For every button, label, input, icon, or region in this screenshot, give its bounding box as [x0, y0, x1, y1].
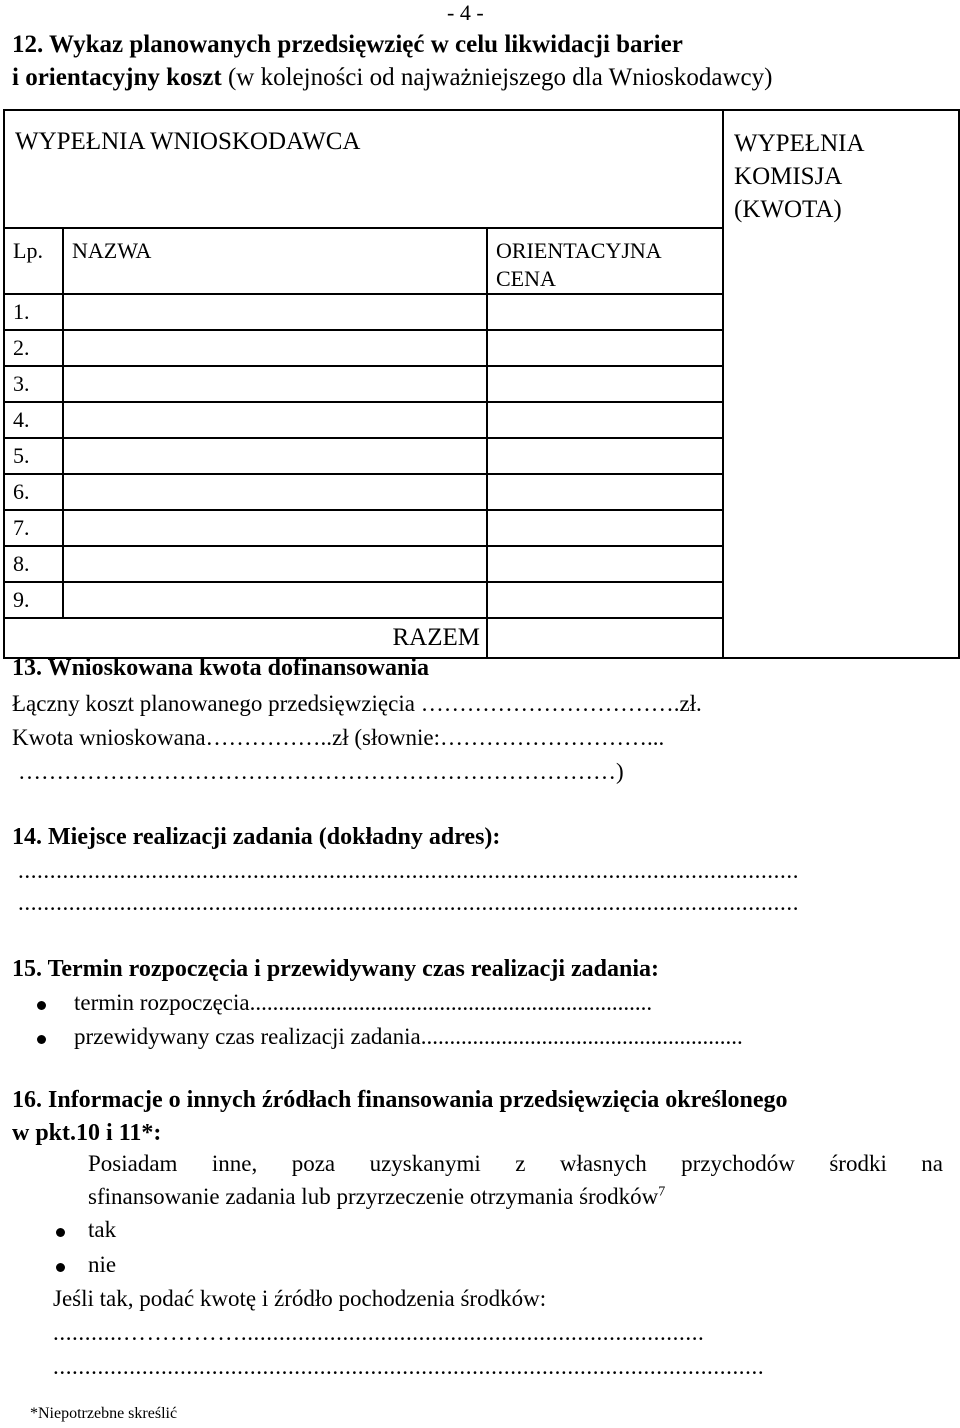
- row-number: 6.: [4, 474, 63, 510]
- section-12-title-line2: [12, 61, 772, 94]
- price-cell[interactable]: [487, 546, 723, 582]
- price-cell[interactable]: [487, 510, 723, 546]
- row-number: 9.: [4, 582, 63, 618]
- funding-statement-text: sfinansowanie zadania lub przyrzeczenie otrzymania środków: [88, 1184, 659, 1209]
- name-cell[interactable]: [63, 402, 487, 438]
- requested-amount-line[interactable]: Kwota wnioskowana……………..zł (słownie:………………………...: [12, 725, 665, 750]
- row-number: 3.: [4, 366, 63, 402]
- bullet-icon: [37, 1035, 46, 1044]
- section-15-title: 15. Termin rozpoczęcia i przewidywany czas realizacji zadania:: [12, 956, 660, 982]
- price-cell[interactable]: [487, 438, 723, 474]
- price-cell[interactable]: [487, 582, 723, 618]
- price-cell[interactable]: [487, 330, 723, 366]
- col-price-header-line1: ORIENTACYJNA: [496, 238, 662, 263]
- section-12-title: [12, 28, 772, 94]
- address-line-2[interactable]: ...........................................................................................................................: [18, 890, 800, 915]
- total-cost-line[interactable]: Łączny koszt planowanego przedsięwzięcia …………………………….zł.: [12, 691, 702, 716]
- page-number: - 4 -: [447, 0, 484, 25]
- commission-header-line3: (KWOTA): [734, 196, 842, 223]
- commission-header-line2: KOMISJA: [734, 163, 843, 190]
- section-12-title-line2-bold: i orientacyjny koszt: [12, 64, 222, 91]
- start-date-field[interactable]: termin rozpoczęcia......................................................................: [74, 990, 653, 1015]
- col-price-header: [487, 228, 723, 294]
- section-16-title: [12, 1084, 788, 1150]
- address-line-1[interactable]: ...........................................................................................................................: [18, 858, 800, 883]
- row-number: 8.: [4, 546, 63, 582]
- price-cell[interactable]: [487, 402, 723, 438]
- planned-projects-table: [3, 109, 960, 659]
- bullet-icon: [56, 1228, 65, 1237]
- price-cell[interactable]: [487, 474, 723, 510]
- commission-header-line1: WYPEŁNIA: [734, 130, 865, 157]
- funding-statement-line1: Posiadam inne, poza uzyskanymi z własnych przychodów środki na: [88, 1151, 943, 1176]
- funding-source-line-2[interactable]: ................................................................................................................: [53, 1354, 765, 1379]
- option-yes[interactable]: tak: [88, 1217, 117, 1242]
- total-price-cell[interactable]: [487, 618, 723, 658]
- price-cell[interactable]: [487, 366, 723, 402]
- row-number: 7.: [4, 510, 63, 546]
- section-14-title: 14. Miejsce realizacji zadania (dokładny adres):: [12, 824, 501, 850]
- row-number: 5.: [4, 438, 63, 474]
- footnote: *Niepotrzebne skreślić: [30, 1405, 178, 1422]
- funding-statement-line2: [88, 1184, 665, 1210]
- row-number: 1.: [4, 294, 63, 330]
- name-cell[interactable]: [63, 294, 487, 330]
- section-12-title-line2-normal: (w kolejności od najważniejszego dla Wnioskodawcy): [227, 64, 773, 91]
- name-cell[interactable]: [63, 582, 487, 618]
- section-16-title-line2: w pkt.10 i 11*:: [12, 1120, 162, 1146]
- funding-source-prompt: Jeśli tak, podać kwotę i źródło pochodzenia środków:: [53, 1286, 547, 1311]
- col-name-header: NAZWA: [63, 228, 487, 294]
- option-no[interactable]: nie: [88, 1252, 117, 1277]
- funding-source-line-1[interactable]: ...........…………….........................................................................: [53, 1320, 705, 1345]
- total-label: RAZEM: [4, 618, 487, 658]
- col-price-header-line2: CENA: [496, 266, 556, 291]
- applicant-header: WYPEŁNIA WNIOSKODAWCA: [4, 110, 723, 228]
- bullet-icon: [37, 1001, 46, 1010]
- commission-amount-column[interactable]: [723, 110, 959, 658]
- name-cell[interactable]: [63, 510, 487, 546]
- col-lp-header: Lp.: [4, 228, 63, 294]
- name-cell[interactable]: [63, 474, 487, 510]
- row-number: 4.: [4, 402, 63, 438]
- name-cell[interactable]: [63, 330, 487, 366]
- section-12-title-line1: 12. Wykaz planowanych przedsięwzięć w celu likwidacji barier: [12, 31, 683, 58]
- name-cell[interactable]: [63, 366, 487, 402]
- row-number: 2.: [4, 330, 63, 366]
- table-header-row: [4, 110, 959, 228]
- name-cell[interactable]: [63, 546, 487, 582]
- footnote-reference: 7: [658, 1184, 666, 1200]
- section-16-title-line1: 16. Informacje o innych źródłach finansowania przedsięwzięcia określonego: [12, 1087, 788, 1113]
- duration-field[interactable]: przewidywany czas realizacji zadania........................................................: [74, 1024, 743, 1049]
- amount-in-words-continuation[interactable]: ……………………………………………………………………): [18, 759, 624, 784]
- section-13-title: 13. Wnioskowana kwota dofinansowania: [12, 655, 430, 681]
- price-cell[interactable]: [487, 294, 723, 330]
- bullet-icon: [56, 1263, 65, 1272]
- name-cell[interactable]: [63, 438, 487, 474]
